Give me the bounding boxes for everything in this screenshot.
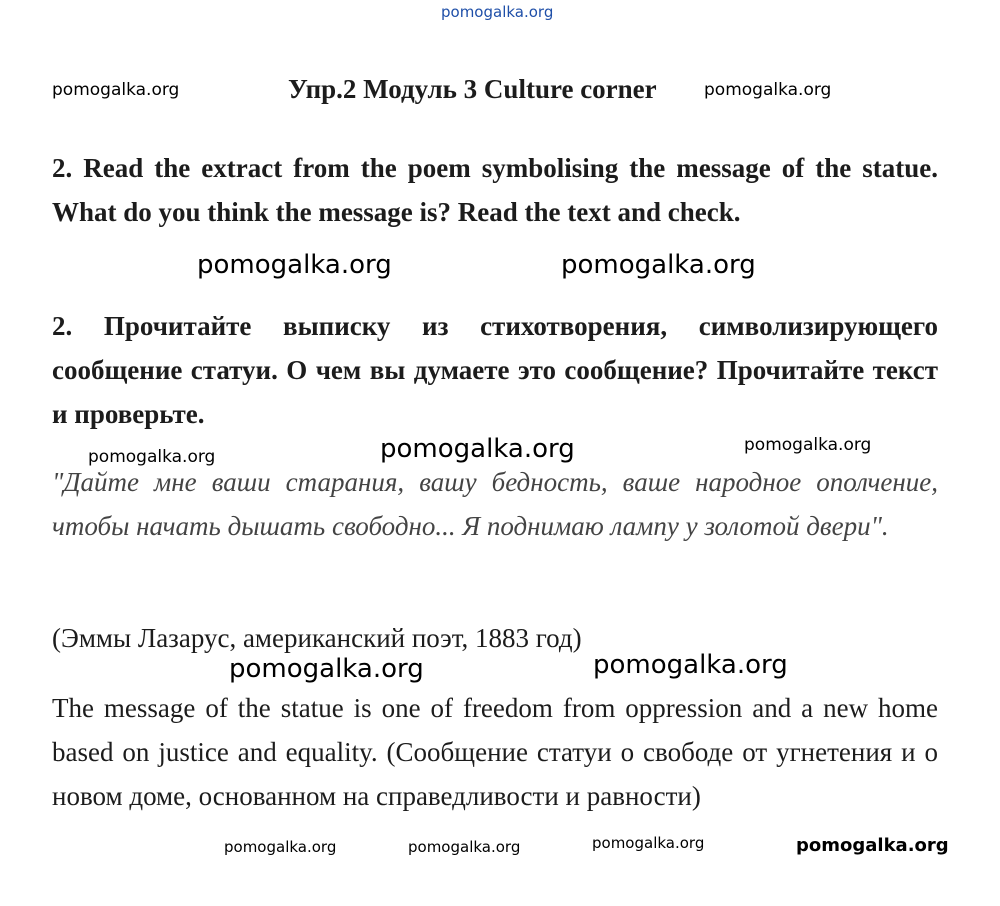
- watermark: pomogalka.org: [197, 250, 392, 280]
- watermark-top: pomogalka.org: [441, 3, 554, 21]
- poem-quote: "Дайте мне ваши старания, вашу бедность, ваше народное ополчение, чтобы начать дышать свободно... Я поднимаю лампу у золотой двери".: [52, 467, 938, 541]
- watermark: pomogalka.org: [380, 434, 575, 464]
- quote-source: (Эммы Лазарус, американский поэт, 1883 год): [52, 623, 582, 653]
- watermark: pomogalka.org: [561, 250, 756, 280]
- task-russian: 2. Прочитайте выписку из стихотворения, символизирующего сообщение статуи. О чем вы думаете это сообщение? Прочитайте текст и проверьте.: [52, 311, 938, 429]
- watermark: pomogalka.org: [229, 654, 424, 684]
- watermark: pomogalka.org: [224, 838, 337, 856]
- watermark: pomogalka.org: [744, 435, 872, 455]
- watermark: pomogalka.org: [88, 447, 216, 467]
- watermark: pomogalka.org: [592, 834, 705, 852]
- watermark: pomogalka.org: [796, 835, 949, 856]
- answer-text: The message of the statue is one of freedom from oppression and a new home based on justice and equality. (Сообщение статуи о свободе от угнетения и о новом доме, основанном на справедливости и равности): [52, 693, 938, 811]
- watermark: pomogalka.org: [704, 80, 832, 100]
- watermark: pomogalka.org: [593, 650, 788, 680]
- watermark: pomogalka.org: [52, 80, 180, 100]
- task-english: 2. Read the extract from the poem symbolising the message of the statue. What do you think the message is? Read the text and check.: [52, 153, 938, 227]
- page-title: Упр.2 Модуль 3 Culture corner: [288, 74, 657, 104]
- watermark: pomogalka.org: [408, 838, 521, 856]
